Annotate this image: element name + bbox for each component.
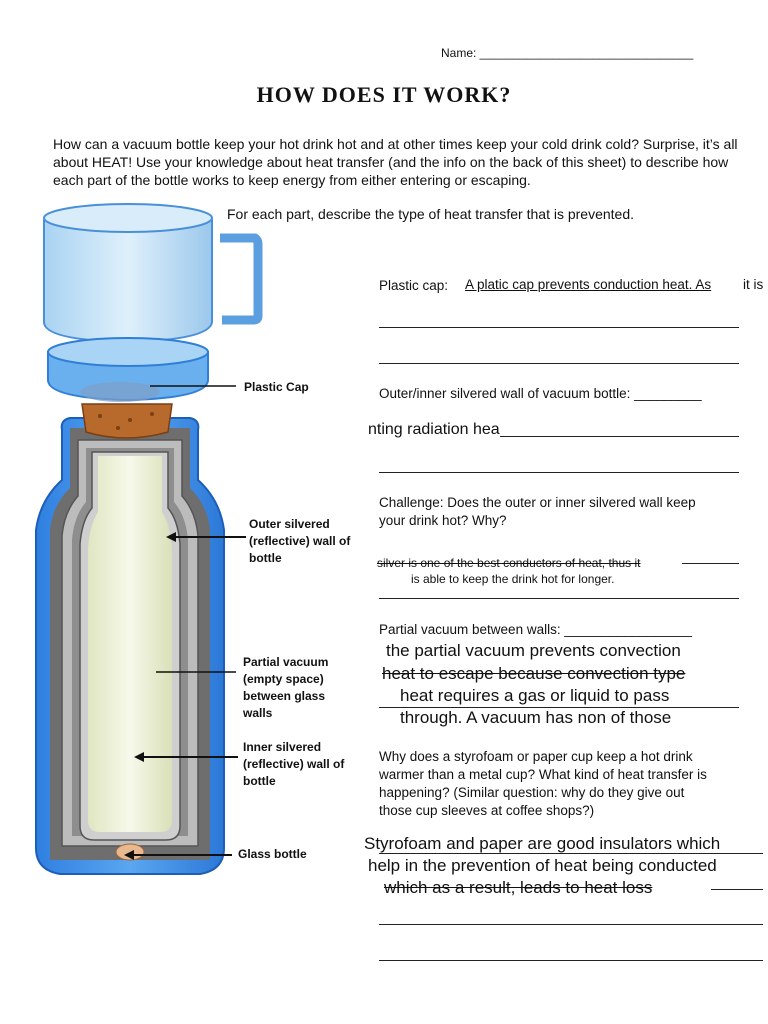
- answer-line[interactable]: [379, 363, 739, 364]
- question-plastic-cap: Plastic cap:: [379, 278, 449, 293]
- label-inner-wall: Inner silvered (reflective) wall of bottle: [243, 740, 345, 788]
- question-silvered-wall: Outer/inner silvered wall of vacuum bottle: _________: [379, 386, 702, 401]
- answer-vacuum-line1[interactable]: the partial vacuum prevents convection: [386, 641, 681, 660]
- intro-paragraph: How can a vacuum bottle keep your hot drink hot and at other times keep your cold drink cold? Surprise, it’s all about HEAT! Use your knowledge about heat transfer (and the info on the back of this sheet) to describe how each part of the bottle works to keep energy from either entering or escaping.: [53, 136, 738, 188]
- question-styrofoam-line3: happening? (Similar question: why do they give out: [379, 785, 685, 800]
- answer-plastic-cap-tail: it is: [743, 277, 764, 292]
- answer-line[interactable]: [682, 563, 739, 564]
- answer-styrofoam-line3[interactable]: which as a result, leads to heat loss: [384, 878, 653, 897]
- answer-line[interactable]: [379, 960, 763, 961]
- label-partial-vacuum: Partial vacuum (empty space) between glass walls: [243, 655, 329, 720]
- label-outer-wall: Outer silvered (reflective) wall of bottle: [249, 517, 351, 565]
- question-styrofoam-line2: warmer than a metal cup? What kind of heat transfer is: [379, 767, 707, 782]
- page-title: HOW DOES IT WORK?: [256, 82, 512, 107]
- answer-challenge-line2[interactable]: is able to keep the drink hot for longer.: [411, 572, 615, 586]
- question-partial-vacuum: Partial vacuum between walls: _________________: [379, 622, 692, 637]
- label-glass-bottle: Glass bottle: [238, 847, 307, 861]
- question-styrofoam-line4: those cup sleeves at coffee shops?): [379, 803, 595, 818]
- plastic-cap-illustration: [48, 338, 208, 402]
- answer-plastic-cap[interactable]: A platic cap prevents conduction heat. As: [465, 277, 712, 292]
- answer-styrofoam-line2[interactable]: help in the prevention of heat being conducted: [368, 856, 717, 875]
- answer-silvered-wall[interactable]: nting radiation hea: [368, 421, 500, 438]
- bottle-body-illustration: [36, 404, 224, 874]
- answer-line[interactable]: [711, 889, 763, 890]
- answer-line[interactable]: [500, 436, 739, 437]
- answer-line[interactable]: [379, 853, 763, 854]
- answer-styrofoam-line1[interactable]: Styrofoam and paper are good insulators which: [364, 834, 721, 853]
- question-styrofoam-line1: Why does a styrofoam or paper cup keep a hot drink: [379, 749, 693, 764]
- label-plastic-cap: Plastic Cap: [244, 380, 309, 394]
- answer-line[interactable]: [379, 327, 739, 328]
- answer-vacuum-line3[interactable]: heat requires a gas or liquid to pass: [400, 686, 670, 705]
- answer-line[interactable]: [379, 598, 739, 599]
- drinking-cup-illustration: [44, 204, 258, 342]
- answer-vacuum-line2[interactable]: heat to escape because convection type: [382, 664, 686, 683]
- instruction-text: For each part, describe the type of heat transfer that is prevented.: [227, 206, 635, 222]
- answer-vacuum-line4[interactable]: through. A vacuum has non of those: [400, 708, 672, 727]
- answer-line[interactable]: [379, 472, 739, 473]
- question-challenge-line1: Challenge: Does the outer or inner silvered wall keep: [379, 495, 696, 510]
- name-field-label: Name: ________________________________: [441, 46, 694, 60]
- question-challenge-line2: your drink hot? Why?: [379, 513, 507, 528]
- answer-line[interactable]: [379, 924, 763, 925]
- answer-challenge-line1[interactable]: silver is one of the best conductors of heat, thus it: [377, 556, 641, 570]
